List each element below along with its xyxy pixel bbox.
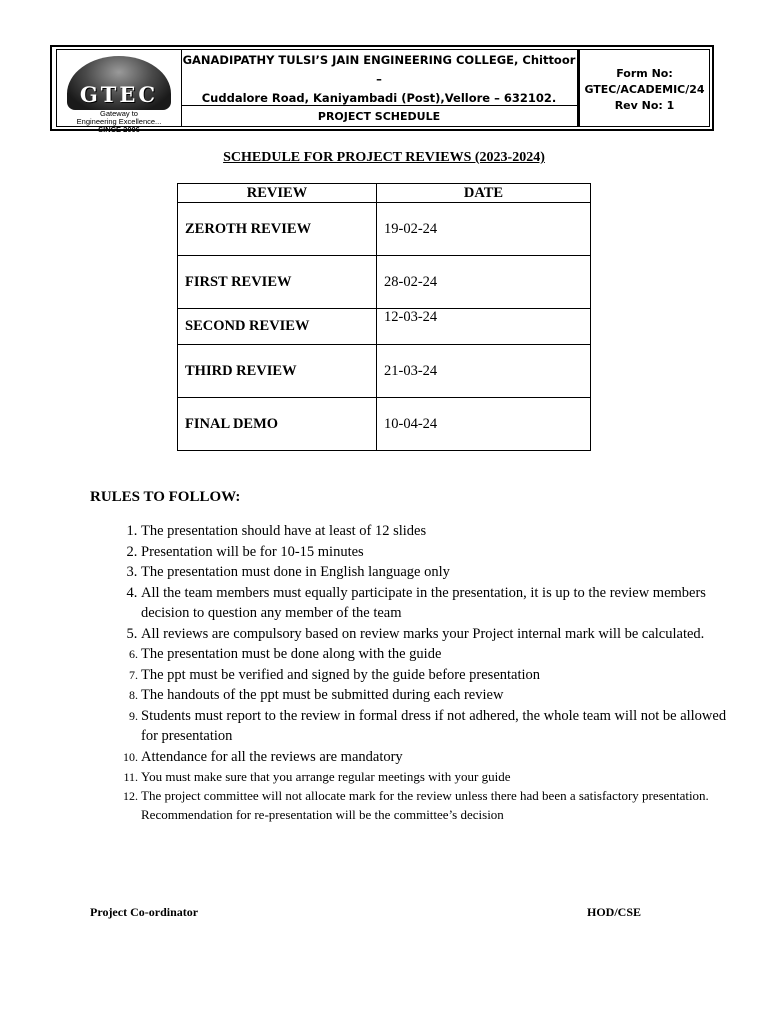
college-info-cell — [181, 50, 578, 126]
column-header-review: REVIEW — [178, 184, 377, 203]
college-logo — [67, 56, 171, 110]
review-name: THIRD REVIEW — [178, 345, 377, 398]
list-item: 1. The presentation should have at least of 12 slides — [141, 521, 741, 542]
document-header — [50, 45, 714, 134]
list-item: 3. The presentation must done in English language only — [141, 562, 741, 583]
signature-coordinator: Project Co-ordinator — [90, 905, 199, 919]
college-address: GANADIPATHY TULSI’S JAIN ENGINEERING COLLEGE, Chittoor – Cuddalore Road, Kaniyambadi (Post),Vellore – 632102. — [181, 50, 577, 106]
list-item: 11. You must make sure that you arrange regular meetings with your guide — [141, 767, 741, 786]
table-row — [178, 309, 591, 345]
table-row — [178, 345, 591, 398]
review-date: 21-03-24 — [377, 345, 591, 398]
review-date: 10-04-24 — [377, 398, 591, 451]
page-title: SCHEDULE FOR PROJECT REVIEWS (2023-2024) — [223, 150, 545, 165]
list-item: 6. The presentation must be done along with the guide — [141, 644, 741, 665]
review-date: 12-03-24 — [377, 309, 591, 345]
table-header-row — [178, 184, 591, 203]
list-item: 10. Attendance for all the reviews are mandatory — [141, 747, 741, 768]
table-row — [178, 398, 591, 451]
list-item: 2. Presentation will be for 10-15 minutes — [141, 542, 741, 563]
form-no: GTEC/ACADEMIC/24 — [584, 83, 705, 96]
table-row — [178, 256, 591, 309]
list-item: 7. The ppt must be verified and signed by the guide before presentation — [141, 665, 741, 686]
review-name: ZEROTH REVIEW — [178, 203, 377, 256]
column-header-date: DATE — [377, 184, 591, 203]
rev-no: Rev No: 1 — [614, 99, 675, 112]
logo-text: GTEC — [79, 82, 159, 107]
review-name: SECOND REVIEW — [178, 309, 377, 345]
rules-list — [90, 521, 741, 824]
list-item: 8. The handouts of the ppt must be submitted during each review — [141, 685, 741, 706]
list-item: 5. All reviews are compulsory based on review marks your Project internal mark will be calculated. — [141, 624, 741, 645]
signature-hod: HOD/CSE — [587, 905, 642, 919]
document-type: PROJECT SCHEDULE — [317, 110, 441, 123]
review-date: 19-02-24 — [377, 203, 591, 256]
logo-tagline: Gateway to Engineering Excellence... SINCE 2006 — [76, 109, 162, 134]
list-item: 12. The project committee will not allocate mark for the review unless there had been a satisfactory presentation. Recommendation for re-presentation will be the committee’s decision — [141, 786, 741, 824]
logo-cell — [57, 50, 182, 134]
review-name: FINAL DEMO — [178, 398, 377, 451]
list-item: 9. Students must report to the review in formal dress if not adhered, the whole team will not be allowed for presentation — [141, 706, 741, 747]
review-date: 28-02-24 — [377, 256, 591, 309]
schedule-table — [177, 183, 591, 451]
form-no-label: Form No: — [616, 67, 673, 80]
list-item: 4. All the team members must equally participate in the presentation, it is up to the review members decision to question any member of the team — [141, 583, 741, 624]
form-info-cell — [578, 50, 709, 126]
rules-heading: RULES TO FOLLOW: — [90, 489, 241, 505]
review-name: FIRST REVIEW — [178, 256, 377, 309]
table-row — [178, 203, 591, 256]
